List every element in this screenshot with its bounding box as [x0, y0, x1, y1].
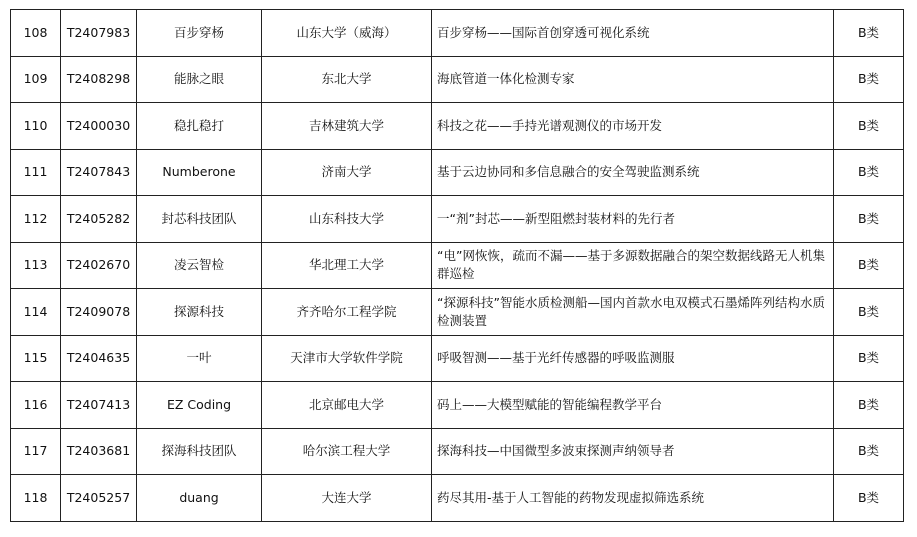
team-name: 能脉之眼 — [137, 56, 262, 103]
row-number: 110 — [11, 103, 61, 150]
row-number: 114 — [11, 289, 61, 336]
row-number: 109 — [11, 56, 61, 103]
project-title: “探源科技”智能水质检测船—国内首款水电双模式石墨烯阵列结构水质检测装置 — [432, 289, 834, 336]
team-name: 探海科技团队 — [137, 428, 262, 475]
category-label: B类 — [834, 103, 904, 150]
team-name: duang — [137, 475, 262, 522]
entry-id: T2407983 — [61, 10, 137, 57]
results-table-body — [11, 10, 904, 522]
table-row — [11, 10, 904, 57]
table-row — [11, 289, 904, 336]
table-row — [11, 56, 904, 103]
table-row — [11, 382, 904, 429]
school-name: 山东大学（威海） — [262, 10, 432, 57]
row-number: 117 — [11, 428, 61, 475]
entry-id: T2408298 — [61, 56, 137, 103]
entry-id: T2400030 — [61, 103, 137, 150]
table-row — [11, 428, 904, 475]
school-name: 北京邮电大学 — [262, 382, 432, 429]
category-label: B类 — [834, 56, 904, 103]
row-number: 116 — [11, 382, 61, 429]
table-row — [11, 103, 904, 150]
table-row — [11, 335, 904, 382]
row-number: 112 — [11, 196, 61, 243]
school-name: 济南大学 — [262, 149, 432, 196]
project-title: 科技之花——手持光谱观测仪的市场开发 — [432, 103, 834, 150]
row-number: 115 — [11, 335, 61, 382]
entry-id: T2403681 — [61, 428, 137, 475]
school-name: 山东科技大学 — [262, 196, 432, 243]
project-title: 海底管道一体化检测专家 — [432, 56, 834, 103]
entry-id: T2407843 — [61, 149, 137, 196]
team-name: 凌云智检 — [137, 242, 262, 289]
category-label: B类 — [834, 10, 904, 57]
category-label: B类 — [834, 289, 904, 336]
table-row — [11, 149, 904, 196]
project-title: 百步穿杨——国际首创穿透可视化系统 — [432, 10, 834, 57]
project-title: 基于云边协同和多信息融合的安全驾驶监测系统 — [432, 149, 834, 196]
team-name: 百步穿杨 — [137, 10, 262, 57]
entry-id: T2409078 — [61, 289, 137, 336]
entry-id: T2404635 — [61, 335, 137, 382]
school-name: 哈尔滨工程大学 — [262, 428, 432, 475]
category-label: B类 — [834, 196, 904, 243]
project-title: “电”网恢恢，疏而不漏——基于多源数据融合的架空数据线路无人机集群巡检 — [432, 242, 834, 289]
team-name: 稳扎稳打 — [137, 103, 262, 150]
school-name: 大连大学 — [262, 475, 432, 522]
category-label: B类 — [834, 149, 904, 196]
table-row — [11, 475, 904, 522]
team-name: Numberone — [137, 149, 262, 196]
project-title: 药尽其用-基于人工智能的药物发现虚拟筛选系统 — [432, 475, 834, 522]
table-row — [11, 242, 904, 289]
row-number: 113 — [11, 242, 61, 289]
entry-id: T2405257 — [61, 475, 137, 522]
project-title: 一“剂”封芯——新型阻燃封装材料的先行者 — [432, 196, 834, 243]
category-label: B类 — [834, 242, 904, 289]
results-table — [10, 9, 904, 522]
team-name: 封芯科技团队 — [137, 196, 262, 243]
entry-id: T2407413 — [61, 382, 137, 429]
school-name: 天津市大学软件学院 — [262, 335, 432, 382]
row-number: 108 — [11, 10, 61, 57]
school-name: 华北理工大学 — [262, 242, 432, 289]
team-name: 一叶 — [137, 335, 262, 382]
team-name: EZ Coding — [137, 382, 262, 429]
school-name: 东北大学 — [262, 56, 432, 103]
category-label: B类 — [834, 475, 904, 522]
category-label: B类 — [834, 428, 904, 475]
project-title: 探海科技—中国微型多波束探测声纳领导者 — [432, 428, 834, 475]
row-number: 118 — [11, 475, 61, 522]
school-name: 齐齐哈尔工程学院 — [262, 289, 432, 336]
entry-id: T2402670 — [61, 242, 137, 289]
row-number: 111 — [11, 149, 61, 196]
category-label: B类 — [834, 335, 904, 382]
table-row — [11, 196, 904, 243]
project-title: 码上——大模型赋能的智能编程教学平台 — [432, 382, 834, 429]
team-name: 探源科技 — [137, 289, 262, 336]
project-title: 呼吸智测——基于光纤传感器的呼吸监测服 — [432, 335, 834, 382]
school-name: 吉林建筑大学 — [262, 103, 432, 150]
category-label: B类 — [834, 382, 904, 429]
entry-id: T2405282 — [61, 196, 137, 243]
